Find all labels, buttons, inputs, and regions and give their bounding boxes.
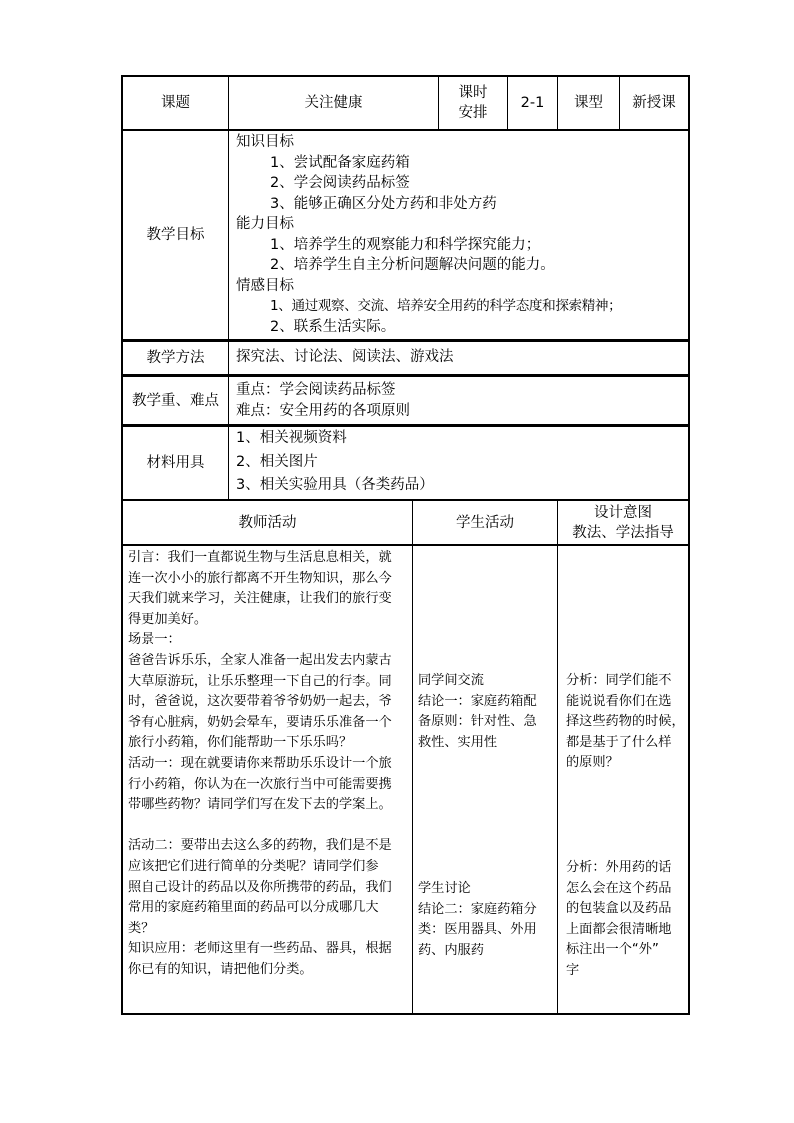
material-line: 3、相关实验用具（各类药品） <box>236 477 434 493</box>
design-line: 择这些药物的时候， <box>566 714 685 730</box>
ability-item: 1、培养学生的观察能力和科学探究能力； <box>270 236 541 253</box>
teacher-line: 得更加美好。 <box>128 611 208 627</box>
design-line: 字 <box>566 962 580 978</box>
schedule-value: 2-1 <box>520 95 545 111</box>
methods-value: 探究法、讨论法、阅读法、游戏法 <box>236 349 454 365</box>
knowledge-item: 3、能够正确区分处方药和非处方药 <box>270 195 497 212</box>
design-line: 分析：同学们能不 <box>566 673 672 688</box>
materials-content <box>236 427 434 498</box>
design-line: 标注出一个“外” <box>566 942 659 958</box>
teacher-line: 旅行小药箱，你们能帮助一下乐乐吗？ <box>128 735 353 751</box>
emotion-title: 情感目标 <box>236 277 294 294</box>
design-line: 都是基于了什么样 <box>566 734 672 750</box>
design-line: 分析：外用药的话 <box>566 860 672 875</box>
col-divider <box>557 499 558 1014</box>
student-line: 救性、实用性 <box>418 734 498 750</box>
keypoint-line: 重点：学会阅读药品标签 <box>236 382 396 398</box>
teacher-line: 连一次小小的旅行都离不开生物知识，那么今 <box>128 570 392 586</box>
methods-label: 教学方法 <box>146 350 205 366</box>
schedule-label: 课时 安排 <box>458 85 488 121</box>
student-activity-header: 学生活动 <box>456 514 514 531</box>
objectives-content <box>236 132 621 337</box>
teacher-line: 大草原游玩，让乐乐整理一下自己的行李。同 <box>128 673 392 689</box>
knowledge-title: 知识目标 <box>236 134 294 150</box>
student-line: 同学间交流 <box>418 673 484 688</box>
emotion-item: 2、联系生活实际。 <box>270 318 396 335</box>
material-line: 1、相关视频资料 <box>236 430 347 446</box>
col-divider <box>412 499 413 1014</box>
knowledge-item: 1、尝试配备家庭药箱 <box>270 154 410 171</box>
student-line: 药、内服药 <box>418 942 484 958</box>
teacher-line: 爸爸告诉乐乐，全家人准备一起出发去内蒙古 <box>128 652 392 668</box>
student-line: 类：医用器具、外用 <box>418 922 537 938</box>
student-activity-2 <box>418 879 537 961</box>
knowledge-item: 2、学会阅读药品标签 <box>270 175 410 191</box>
emotion-item: 1、通过观察、交流、培养安全用药的科学态度和探索精神； <box>270 298 622 314</box>
teacher-line: 引言：我们一直都说生物与生活息息相关，就 <box>128 550 392 565</box>
teacher-line: 带哪些药物？请同学们写在发下去的学案上。 <box>128 797 392 813</box>
teacher-line: 知识应用：老师这里有一些药品、器具，根据 <box>128 941 392 957</box>
material-line: 2、相关图片 <box>236 453 318 470</box>
teacher-line: 活动一：现在就要请你来帮助乐乐设计一个旅 <box>128 755 392 771</box>
design-header-line: 教法、学法指导 <box>572 524 674 541</box>
design-line: 的包装盒以及药品 <box>566 901 672 917</box>
topic-value: 关注健康 <box>304 95 363 111</box>
design-line: 能说说看你们在选 <box>566 693 672 709</box>
design-line: 上面都会很清晰地 <box>566 921 672 937</box>
teacher-line: 活动二：要带出去这么多的药物，我们是不是 <box>128 838 392 854</box>
design-intent-1 <box>566 671 685 774</box>
teacher-line: 类？ <box>128 920 155 936</box>
student-line: 结论二：家庭药箱分 <box>418 901 537 917</box>
teacher-line: 照自己设计的药品以及你所携带的药品，我们 <box>128 879 392 895</box>
design-line: 怎么会在这个药品 <box>566 880 672 896</box>
design-intent-header <box>558 501 688 544</box>
col-divider <box>228 75 229 500</box>
type-value: 新授课 <box>632 95 676 111</box>
ability-item: 2、培养学生自主分析问题解决问题的能力。 <box>270 257 555 273</box>
topic-label: 课题 <box>161 95 190 111</box>
ability-title: 能力目标 <box>236 216 294 232</box>
design-intent-2 <box>566 858 672 982</box>
teacher-line: 应该把它们进行简单的分类呢？请同学们参 <box>128 858 379 874</box>
teacher-line: 时，爸爸说，这次要带着爷爷奶奶一起去，爷 <box>128 694 392 710</box>
materials-label: 材料用具 <box>146 455 205 471</box>
teacher-line: 场景一： <box>128 632 181 648</box>
keypoints-label: 教学重、难点 <box>132 392 219 409</box>
student-activity-1 <box>418 671 537 753</box>
table-bottom-border <box>121 1013 690 1015</box>
student-line: 结论一：家庭药箱配 <box>418 693 537 709</box>
keypoint-line: 难点：安全用药的各项原则 <box>236 402 410 419</box>
student-line: 学生讨论 <box>418 881 471 896</box>
teacher-line: 行小药箱，你认为在一次旅行当中可能需要携 <box>128 776 392 792</box>
teacher-line: 常用的家庭药箱里面的药品可以分成哪几大 <box>128 900 379 916</box>
teacher-activity-text <box>128 548 392 980</box>
objectives-label: 教学目标 <box>146 227 205 243</box>
student-line: 备原则：针对性、急 <box>418 714 537 730</box>
row-divider <box>121 544 690 546</box>
teacher-line: 你已有的知识，请把他们分类。 <box>128 961 313 977</box>
design-header-line: 设计意图 <box>594 504 652 521</box>
design-line: 的原则？ <box>566 755 619 771</box>
teacher-line: 天我们就来学习，关注健康，让我们的旅行变 <box>128 591 392 607</box>
teacher-activity-header: 教师活动 <box>238 514 297 531</box>
keypoints-content <box>236 380 410 421</box>
type-label: 课型 <box>574 95 603 111</box>
teacher-line: 爷有心脏病，奶奶会晕车，要请乐乐准备一个 <box>128 714 392 730</box>
